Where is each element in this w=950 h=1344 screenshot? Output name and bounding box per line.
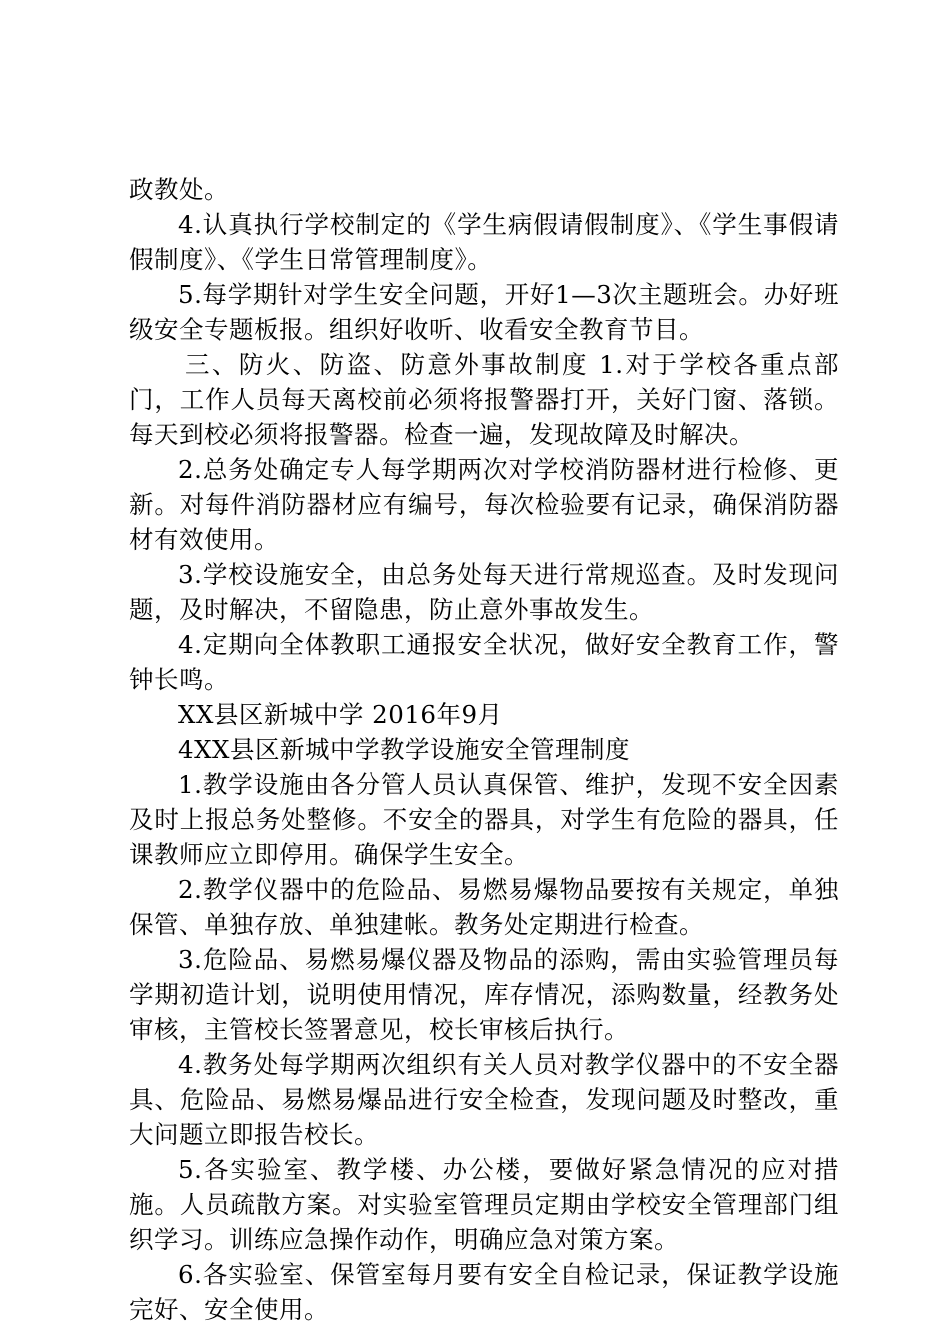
paragraph-facility-item-2: 2.教学仪器中的危险品、易燃易爆物品要按有关规定，单独保管、单独存放、单独建帐。教务处定期进行检查。 — [129, 875, 839, 939]
paragraph-section-3-fire-theft: 三、防火、防盗、防意外事故制度 1.对于学校各重点部门，工作人员每天离校前必须将报警器打开，关好门窗、落锁。每天到校必须将报警器。检查一遍，发现故障及时解决。 — [129, 350, 839, 449]
paragraph-facility-item-1: 1.教学设施由各分管人员认真保管、维护，发现不安全因素及时上报总务处整修。不安全的器具，对学生有危险的器具，任课教师应立即停用。确保学生安全。 — [129, 770, 839, 869]
paragraph-continuation: 政教处。 — [129, 175, 229, 204]
paragraph-item-3-facility-safety: 3.学校设施安全，由总务处每天进行常规巡查。及时发现问题，及时解决，不留隐患，防止意外事故发生。 — [129, 560, 839, 624]
signature-school-date: XX县区新城中学 2016年9月 — [178, 700, 503, 729]
paragraph-item-5-class-meetings: 5.每学期针对学生安全问题，开好1—3次主题班会。办好班级安全专题板报。组织好收听、收看安全教育节目。 — [129, 280, 839, 344]
paragraph-item-2-fire-equipment: 2.总务处确定专人每学期两次对学校消防器材进行检修、更新。对每件消防器材应有编号，每次检验要有记录，确保消防器材有效使用。 — [129, 455, 839, 554]
paragraph-facility-item-4: 4.教务处每学期两次组织有关人员对教学仪器中的不安全器具、危险品、易燃易爆品进行安全检查，发现问题及时整改，重大问题立即报告校长。 — [129, 1050, 839, 1149]
paragraph-item-4-safety-report: 4.定期向全体教职工通报安全状况，做好安全教育工作，警钟长鸣。 — [129, 630, 839, 694]
section-title-teaching-facility-safety: 4XX县区新城中学教学设施安全管理制度 — [178, 735, 630, 764]
paragraph-facility-item-5: 5.各实验室、教学楼、办公楼，要做好紧急情况的应对措施。人员疏散方案。对实验室管理员定期由学校安全管理部门组织学习。训练应急操作动作，明确应急对策方案。 — [129, 1155, 839, 1254]
document-body — [129, 172, 839, 1327]
paragraph-facility-item-6: 6.各实验室、保管室每月要有安全自检记录，保证教学设施完好、安全使用。 — [129, 1260, 839, 1324]
paragraph-facility-item-3: 3.危险品、易燃易爆仪器及物品的添购，需由实验管理员每学期初造计划，说明使用情况，库存情况，添购数量，经教务处审核，主管校长签署意见，校长审核后执行。 — [129, 945, 839, 1044]
paragraph-item-4-leave-rules: 4.认真执行学校制定的《学生病假请假制度》、《学生事假请假制度》、《学生日常管理制度》。 — [129, 210, 839, 274]
